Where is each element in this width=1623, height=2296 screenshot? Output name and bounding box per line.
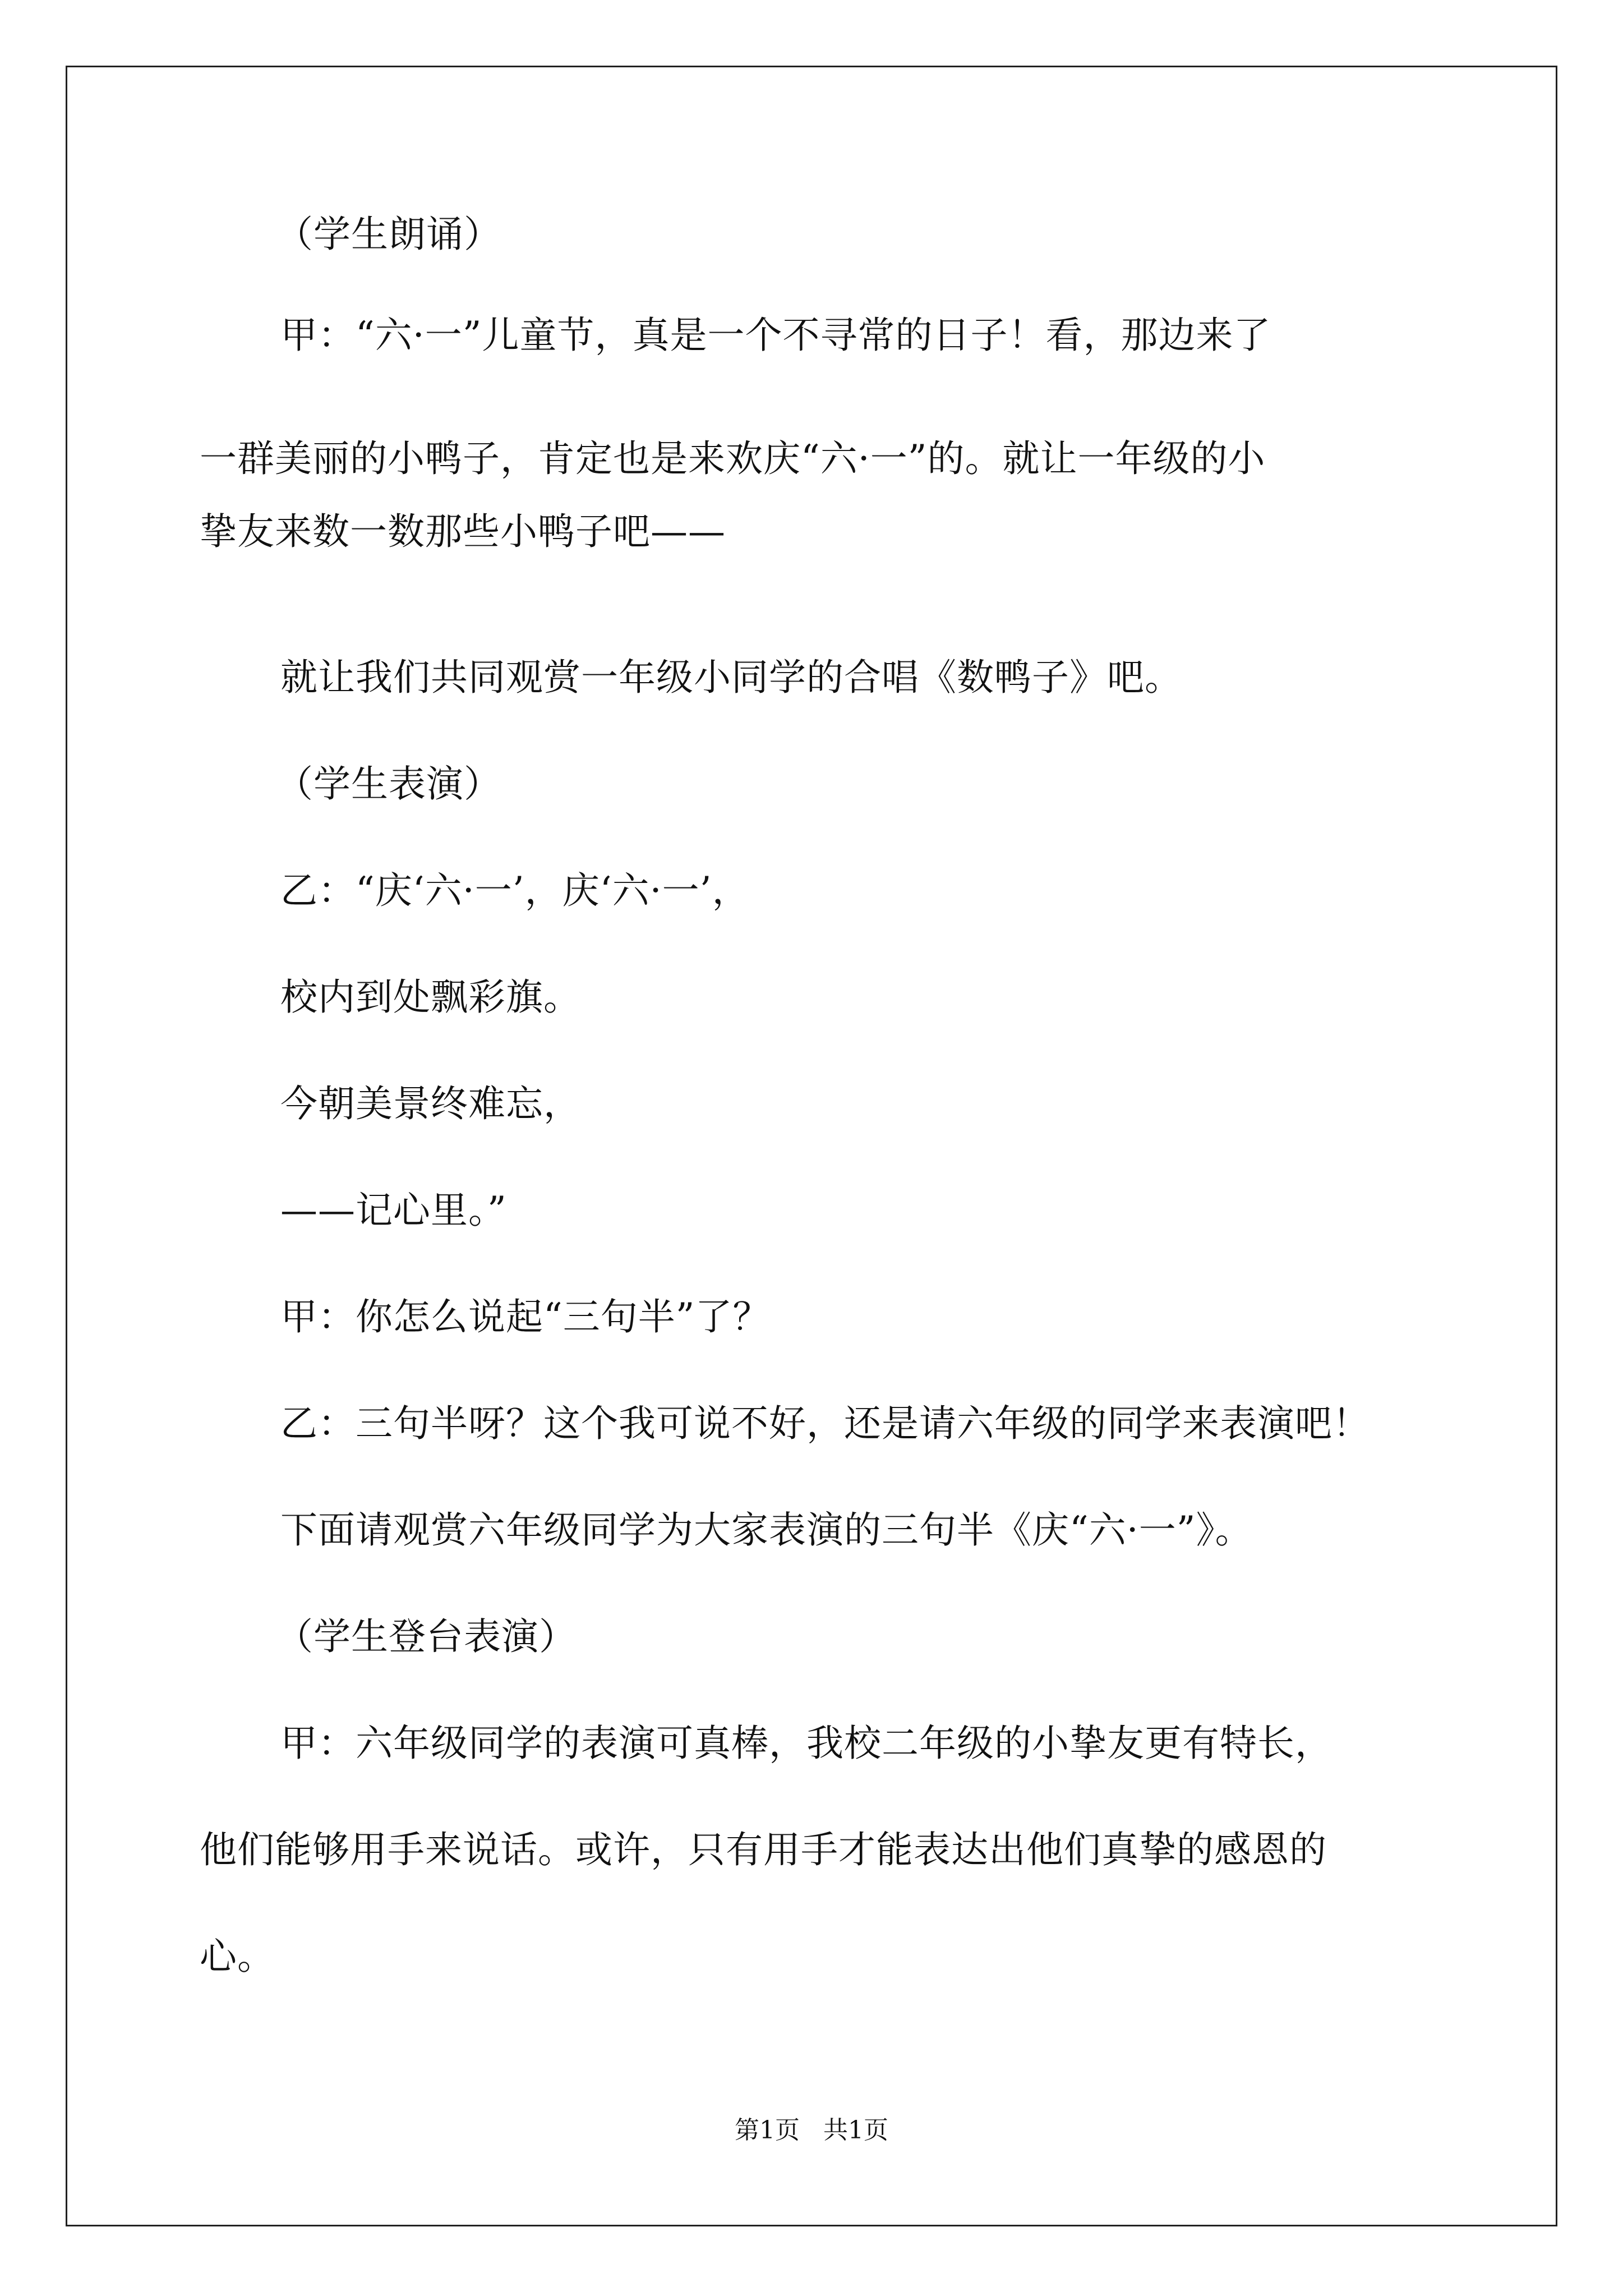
paragraph-line: 一群美丽的小鸭子，肯定也是来欢庆“六·一”的。就让一年级的小 bbox=[200, 437, 1266, 480]
paragraph-line: 他们能够用手来说话。或许，只有用手才能表达出他们真挚的感恩的 bbox=[200, 1828, 1327, 1871]
paragraph-line: 甲：六年级同学的表演可真棒，我校二年级的小挚友更有特长， bbox=[280, 1722, 1332, 1765]
page-border bbox=[66, 66, 1557, 2226]
paragraph-line: 甲：你怎么说起“三句半”了？ bbox=[280, 1295, 771, 1338]
paragraph-line: 乙：“庆‘六·一’，庆‘六·一’， bbox=[280, 869, 750, 912]
page-number: 第1页 bbox=[735, 2116, 800, 2145]
paragraph-line: 校内到处飘彩旗。 bbox=[280, 976, 581, 1019]
paragraph-line: ——记心里。” bbox=[280, 1189, 507, 1232]
paragraph-line: 挚友来数一数那些小鸭子吧—— bbox=[200, 510, 726, 553]
paragraph-line: 今朝美景终难忘， bbox=[280, 1082, 581, 1125]
paragraph-line: 乙：三句半呀？这个我可说不好，还是请六年级的同学来表演吧！ bbox=[280, 1402, 1370, 1445]
paragraph-line: 心。 bbox=[200, 1935, 275, 1978]
paragraph-line: 就让我们共同观赏一年级小同学的合唱《数鸭子》吧。 bbox=[280, 656, 1182, 699]
paragraph-line: （学生登台表演） bbox=[276, 1615, 577, 1658]
paragraph-line: （学生朗诵） bbox=[276, 213, 501, 256]
paragraph-line: 下面请观赏六年级同学为大家表演的三句半《庆“六·一”》。 bbox=[280, 1508, 1253, 1552]
page-total: 共1页 bbox=[823, 2116, 888, 2145]
paragraph-line: 甲：“六·一”儿童节，真是一个不寻常的日子！看，那边来了 bbox=[280, 314, 1271, 357]
paragraph-line: （学生表演） bbox=[276, 762, 501, 806]
page-footer bbox=[0, 2115, 1623, 2146]
